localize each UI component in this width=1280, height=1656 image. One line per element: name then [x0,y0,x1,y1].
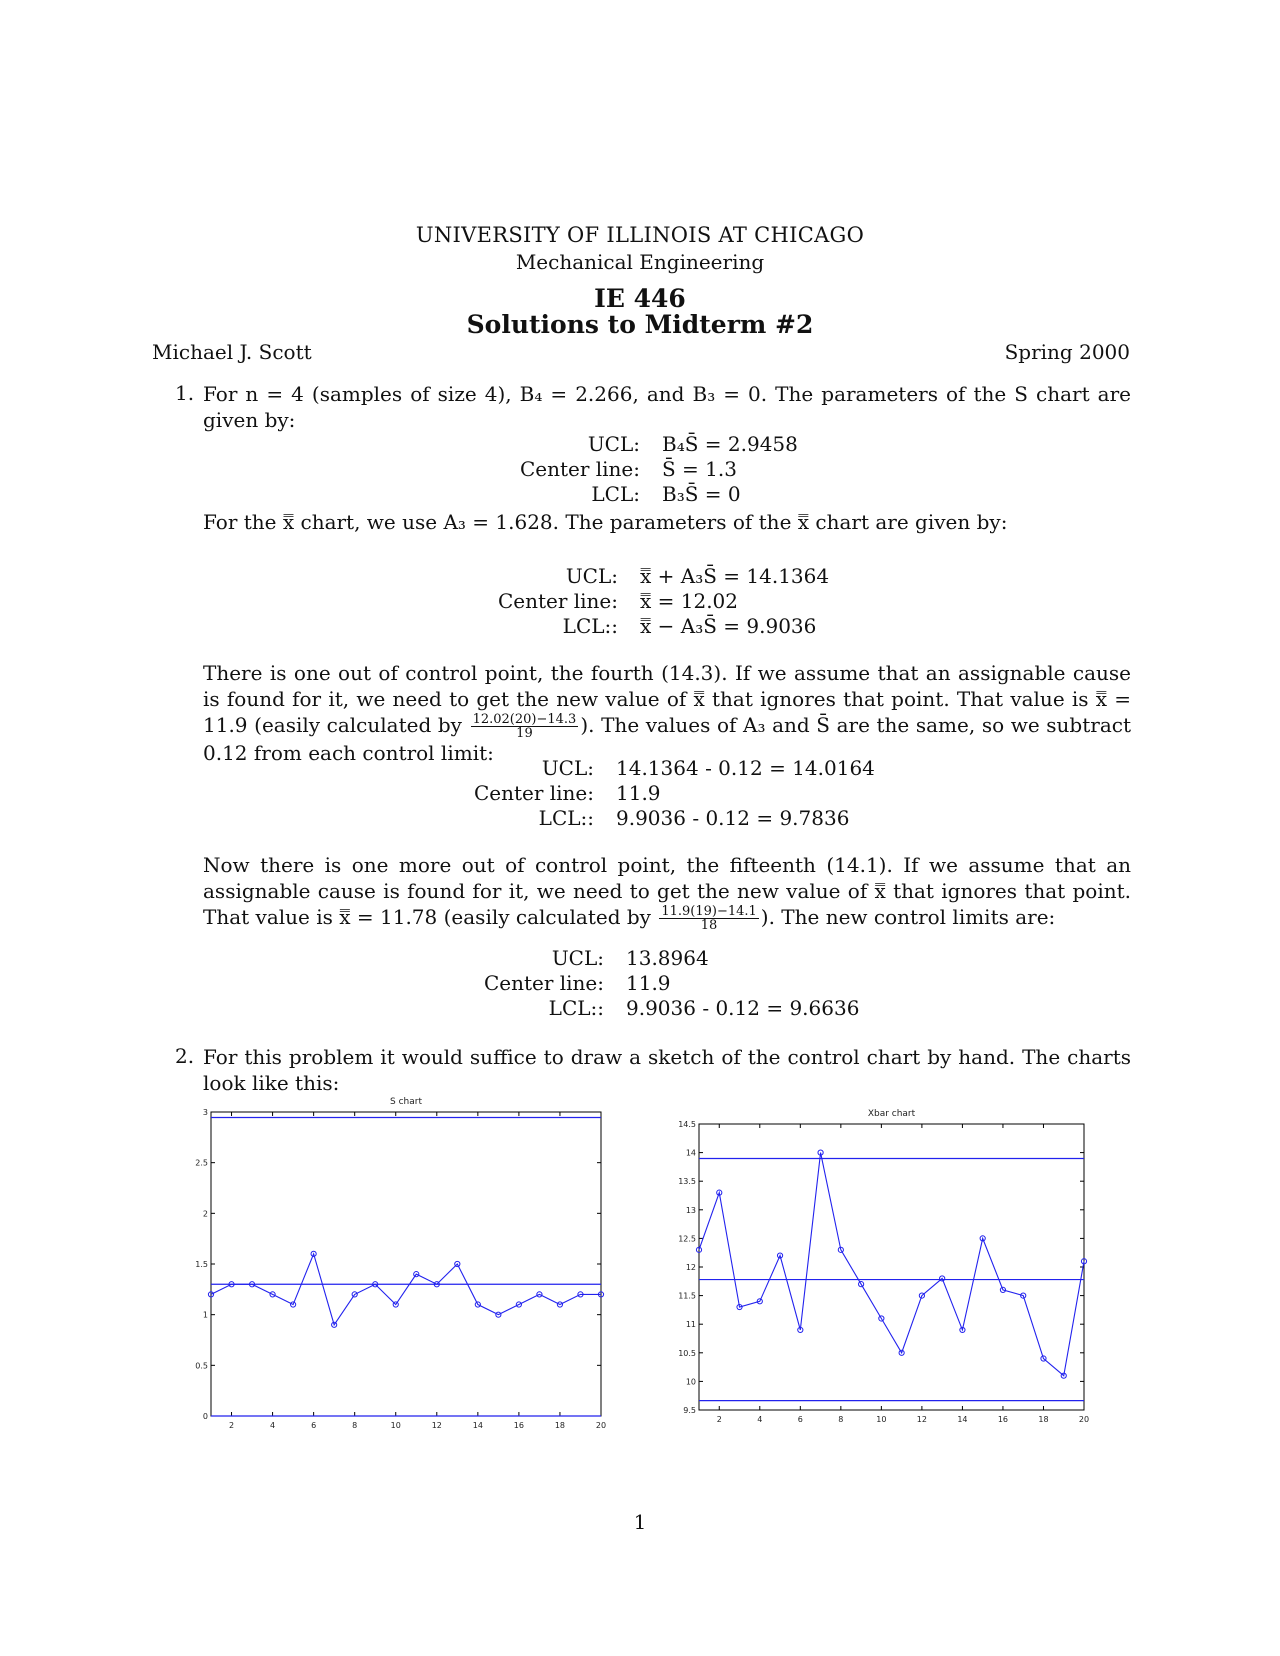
document-subtitle: Solutions to Midterm #2 [466,310,814,339]
question-1-intro: For n = 4 (samples of size 4), B₄ = 2.266, and B₃ = 0. The parameters of the S chart are given by: [203,382,1131,432]
xbar-lcl-value: x̿ − A₃S̄ = 9.9036 [640,614,817,638]
s-chart-y-tick-label: 0 [202,1412,208,1421]
xbar-chart-y-tick-label: 13 [685,1205,696,1215]
s-chart-x-tick-label: 10 [390,1421,401,1430]
xbar-center-value: x̿ = 12.02 [640,589,739,613]
xbar-chart-y-tick-label: 10.5 [678,1348,696,1358]
revised-limits-1 [454,756,875,831]
question-1-number: 1. [175,381,195,405]
xbar-chart-y-tick-label: 14 [685,1148,696,1158]
rev2-center-label: Center line: [483,971,604,995]
term-label: Spring 2000 [1004,340,1130,364]
xbar-chart-y-tick-label: 12 [685,1263,696,1272]
revised-limits-2 [464,946,859,1021]
paragraph-2-text-a: Now there is one more out of control point, the fifteenth (14.1). If we assume that an assignable cause is found for it, we need to get the new value of x̿ that ignores that point. That value is x̿ = 11.78 (easily calculated by [203,853,1131,929]
rev1-lcl-value: 9.9036 - 0.12 = 9.7836 [616,806,850,830]
s-chart-x-tick-label: 16 [513,1421,524,1430]
xbar-ucl-value: x̿ + A₃S̄ = 14.1364 [640,564,830,588]
xbar-chart-x-tick-label: 14 [957,1415,968,1424]
rev2-lcl-label: LCL:: [548,996,604,1020]
s-lcl-value: B₃S̄ = 0 [662,482,741,506]
s-center-label: Center line: [519,457,640,481]
s-ucl-label: UCL: [587,432,640,456]
rev1-ucl-label: UCL: [541,756,594,780]
course-title: IE 446 [594,284,686,313]
s-chart-parameters [500,432,798,507]
xbar-chart-y-tick-label: 11.5 [678,1291,696,1301]
s-chart-y-tick-label: 2.5 [195,1158,208,1168]
s-chart-x-tick-label: 14 [472,1421,483,1430]
xbar-chart-y-tick-label: 11 [685,1320,696,1330]
s-ucl-value: B₄S̄ = 2.9458 [662,432,798,456]
s-chart-plot-frame [211,1112,601,1416]
s-chart-x-tick-label: 2 [228,1421,235,1430]
s-center-value: S̄ = 1.3 [662,457,737,481]
xbar-chart-x-tick-label: 6 [797,1415,803,1424]
fraction-1 [471,713,579,740]
question-2-number: 2. [175,1044,195,1068]
paragraph-2-text-b: ). The new control limits are: [760,905,1056,929]
fraction-2-numerator: 11.9(19)−14.1 [661,904,757,919]
xbar-chart-x-tick-label: 18 [1038,1415,1049,1424]
fraction-1-numerator: 12.02(20)−14.3 [472,712,577,727]
s-chart-title: S chart [390,1097,422,1107]
s-chart-y-tick-label: 1.5 [195,1260,208,1269]
department-name: Mechanical Engineering [515,250,765,274]
xbar-chart-x-tick-label: 10 [876,1415,887,1424]
rev2-center-value: 11.9 [626,971,671,995]
fraction-2-denominator: 18 [700,918,718,933]
university-name: UNIVERSITY OF ILLINOIS AT CHICAGO [415,223,865,247]
xbar-chart-y-tick-label: 13.5 [678,1177,696,1187]
xbar-chart-x-tick-label: 20 [1078,1415,1090,1424]
paragraph-1-text-a: There is one out of control point, the fourth (14.3). If we assume that an assignable cause is found for it, we need to get the new value of x̿ that ignores that point. That value is x̿ = 11.9 (easily calculated by [203,661,1131,737]
s-chart-series-line [211,1254,601,1325]
xbar-lcl-label: LCL:: [562,614,618,638]
s-chart-x-tick-label: 12 [431,1421,442,1430]
fraction-1-denominator: 19 [516,726,533,741]
page-number: 1 [633,1510,647,1534]
xbar-chart-x-tick-label: 12 [916,1415,927,1424]
s-chart-x-tick-label: 4 [270,1421,276,1430]
xbar-chart [680,1104,1120,1454]
xbar-chart-title: Xbar chart [867,1109,916,1119]
s-chart-y-tick-label: 1 [202,1310,208,1320]
out-of-control-paragraph-1 [203,660,1131,766]
s-chart-y-tick-label: 0.5 [195,1361,208,1371]
paragraph-1-text-b: ). The values of A₃ and S̄ are the same, so we subtract 0.12 from each control limit: [203,713,1131,765]
xbar-chart-x-tick-label: 8 [838,1415,844,1424]
rev1-ucl-value: 14.1364 - 0.12 = 14.0164 [616,756,875,780]
xbar-ucl-label: UCL: [565,564,618,588]
s-chart-y-tick-label: 3 [202,1108,208,1117]
xbar-chart-y-tick-label: 12.5 [678,1234,696,1244]
s-chart-x-tick-label: 8 [352,1421,358,1430]
xbar-chart-parameters [478,564,829,639]
s-chart-x-tick-label: 6 [311,1421,317,1430]
out-of-control-paragraph-2 [203,852,1131,932]
xbar-chart-y-tick-label: 14.5 [678,1120,696,1129]
xbar-center-label: Center line: [497,589,618,613]
fraction-2 [659,905,758,932]
xbar-chart-y-tick-label: 9.5 [683,1406,696,1415]
rev2-lcl-value: 9.9036 - 0.12 = 9.6636 [626,996,860,1020]
xbar-chart-y-tick-label: 10 [685,1377,696,1387]
rev1-center-label: Center line: [473,781,594,805]
xbar-chart-series-line [699,1153,1084,1376]
xbar-intro: For the x̿ chart, we use A₃ = 1.628. The parameters of the x̿ chart are given by: [203,510,1008,534]
s-chart [195,1097,640,1454]
xbar-chart-plot-frame [699,1124,1084,1410]
question-2-text: For this problem it would suffice to draw a sketch of the control chart by hand. The charts look like this: [203,1045,1131,1095]
author-name: Michael J. Scott [152,340,312,364]
rev1-lcl-label: LCL:: [538,806,594,830]
xbar-chart-x-tick-label: 2 [716,1415,722,1424]
rev2-ucl-label: UCL: [551,946,604,970]
s-lcl-label: LCL: [591,482,640,506]
s-chart-x-tick-label: 18 [554,1421,566,1430]
s-chart-x-tick-label: 20 [595,1421,607,1430]
rev1-center-value: 11.9 [616,781,661,805]
xbar-chart-x-tick-label: 16 [997,1415,1009,1424]
rev2-ucl-value: 13.8964 [626,946,709,970]
s-chart-y-tick-label: 2 [202,1209,208,1219]
xbar-chart-x-tick-label: 4 [757,1415,763,1424]
